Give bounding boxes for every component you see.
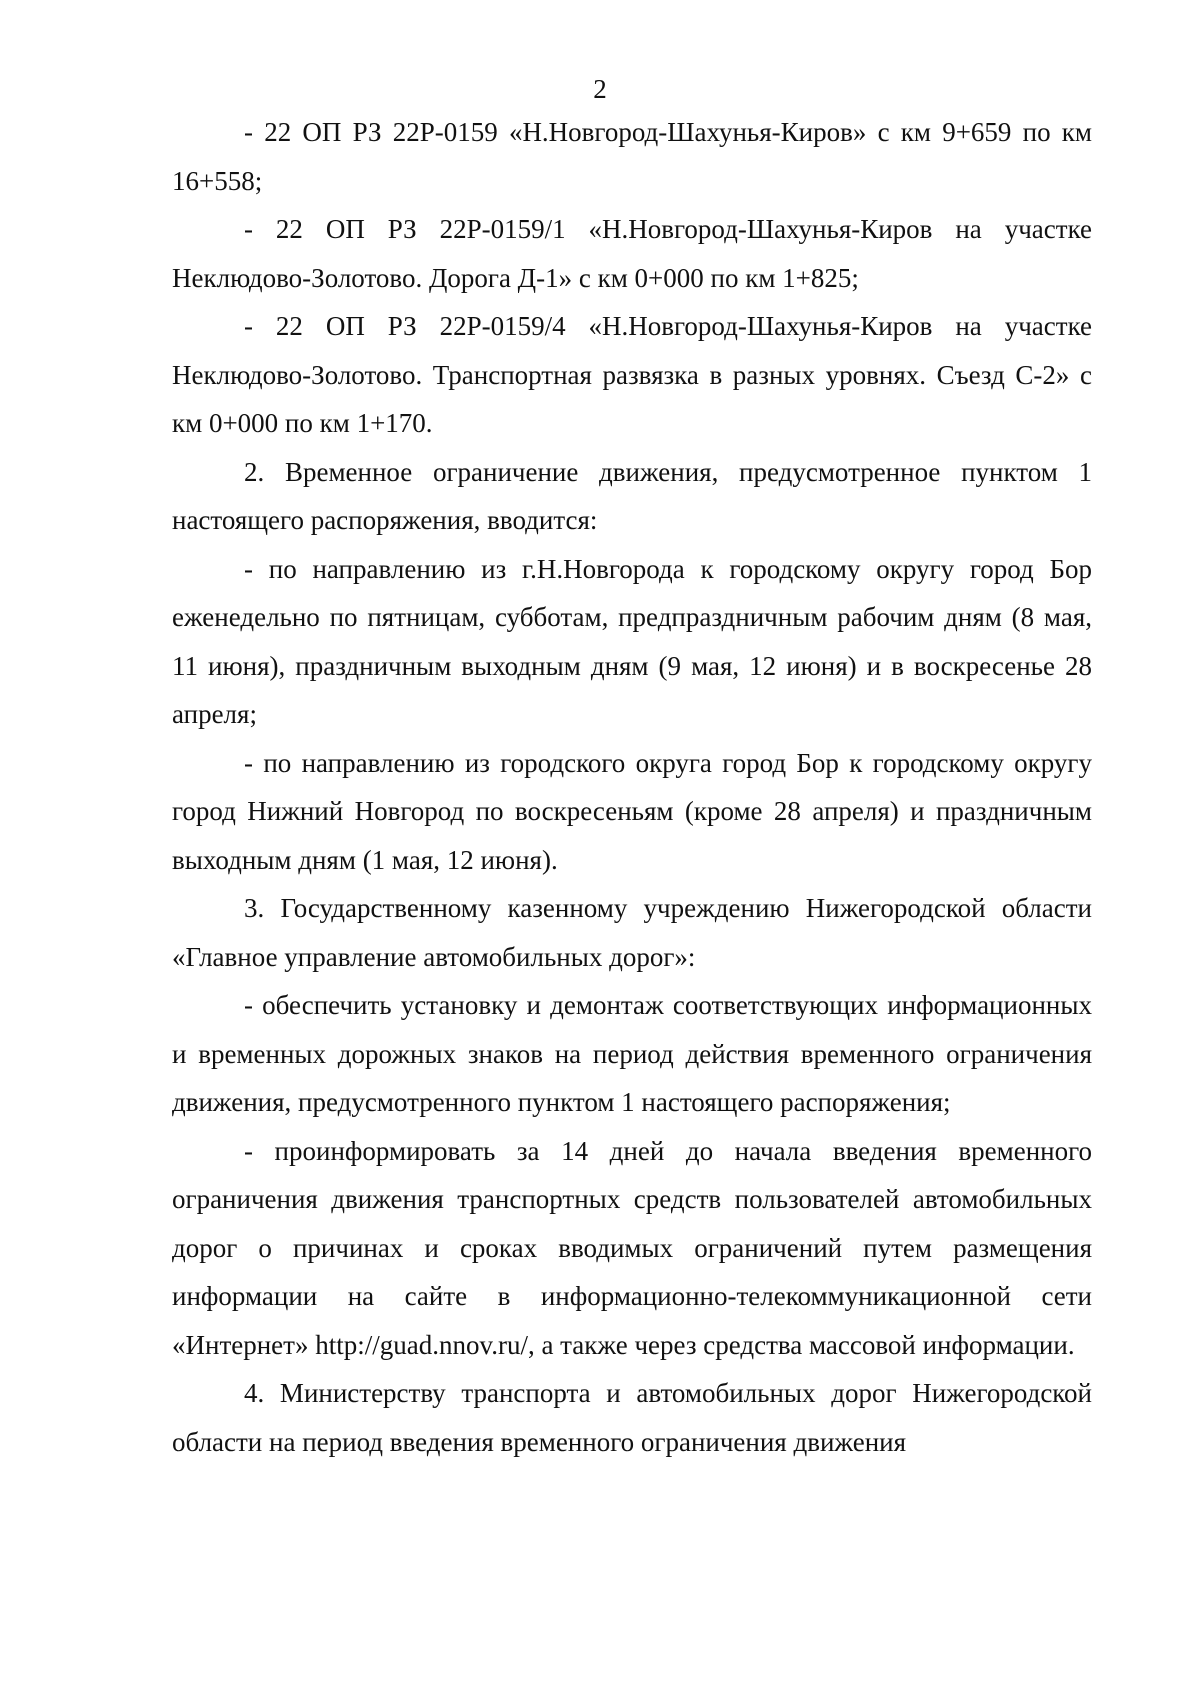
paragraph-item-2: 2. Временное ограничение движения, предусмотренное пунктом 1 настоящего распоряжения, вводится:: [172, 456, 1092, 535]
paragraph-road-0159-1: - 22 ОП РЗ 22Р-0159/1 «Н.Новгород-Шахунья-Киров на участке Неклюдово-Золотово. Дорога Д-1» с км 0+000 по км 1+825;: [172, 214, 1092, 293]
paragraph-road-0159-4: - 22 ОП РЗ 22Р-0159/4 «Н.Новгород-Шахунья-Киров на участке Неклюдово-Золотово. Транспортная развязка в разных уровнях. Съезд С-2» с км 0+000 по км 1+170.: [172, 311, 1092, 438]
paragraph-direction-from-bor: - по направлению из городского округа город Бор к городскому округу город Нижний Новгород по воскресеньям (кроме 28 апреля) и праздничным выходным дням (1 мая, 12 июня).: [172, 747, 1092, 875]
page-number: 2: [593, 74, 607, 104]
paragraph-road-0159: - 22 ОП РЗ 22Р-0159 «Н.Новгород-Шахунья-Киров» с км 9+659 по км 16+558;: [172, 117, 1092, 196]
document-body: [172, 108, 1092, 1466]
paragraph-direction-to-bor: - по направлению из г.Н.Новгорода к городскому округу город Бор еженедельно по пятницам, субботам, предпраздничным рабочим дням (8 мая, 11 июня), праздничным выходным дням (9 мая, 12 июня) и в воскресенье 28 апреля;: [172, 553, 1092, 729]
paragraph-item-4: 4. Министерству транспорта и автомобильных дорог Нижегородской области на период введения временного ограничения движения: [172, 1378, 1092, 1457]
paragraph-item-3: 3. Государственному казенному учреждению Нижегородской области «Главное управление автомобильных дорог»:: [172, 893, 1092, 972]
paragraph-inform-users: - проинформировать за 14 дней до начала введения временного ограничения движения транспортных средств пользователей автомобильных дорог о причинах и сроках вводимых ограничений путем размещения информации на сайте в информационно-телекоммуникационной сети «Интернет» http://guad.nnov.ru/, а также через средства массовой информации.: [172, 1135, 1092, 1360]
paragraph-install-signs: - обеспечить установку и демонтаж соответствующих информационных и временных дорожных знаков на период действия временного ограничения движения, предусмотренного пунктом 1 настоящего распоряжения;: [172, 990, 1092, 1117]
